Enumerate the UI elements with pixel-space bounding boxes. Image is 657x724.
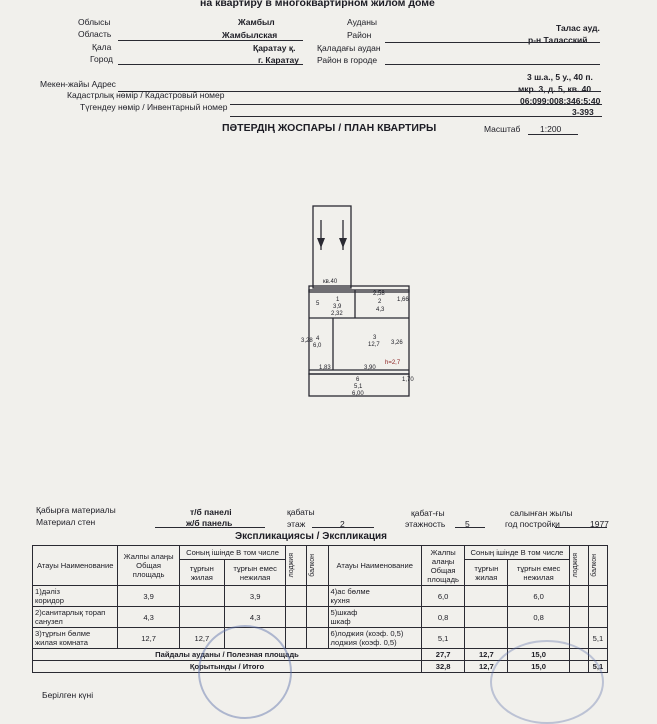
raion-value-ru: р-н Таласский [528,35,588,45]
col-balcony: балкон [307,546,328,586]
given-date-label: Берілген күні [42,690,94,700]
year-label-ru: год постройки [505,519,560,529]
cadastral-label: Кадастрлық нөмір / Кадастровый номер [67,90,225,100]
kala-label: Қала [92,42,112,52]
table-row: 3)тұрғын бөлме жилая комната 12,7 12,7 6)лоджия (коэф. 0,5) лоджия (коэф. 0,5) 5,1 5,1 [33,628,608,649]
col-loggia-2: лоджия [569,546,588,586]
col-nonliving: тұрғын емес нежилая [224,560,285,586]
scale-value: 1:200 [540,124,562,134]
floors-label-kz: қабат-ғы [411,508,445,518]
floor-value: 2 [340,519,345,529]
plan-r4: 4 [316,336,320,342]
explication-title: Экспликациясы / Экспликация [235,531,388,542]
raion-gorod-label: Район в городе [317,55,378,65]
gorod-value: г. Каратау [258,55,299,65]
plan-r1: 1 [336,297,340,303]
plan-r4-area: 6,0 [313,343,322,349]
address-value-kz: 3 ш.а., 5 у., 40 п. [527,72,593,82]
plan-title: ПӘТЕРДІҢ ЖОСПАРЫ / ПЛАН КВАРТИРЫ [222,122,437,134]
plan-r6: 6 [356,377,360,383]
plan-r3: 3 [373,335,377,341]
inventory-value: 3-393 [572,107,594,117]
table-row: 1)дәліз коридор 3,9 3,9 4)ас бөлме кухня 6,0 6,0 [33,586,608,607]
scale-label: Масштаб [484,124,521,134]
oblast-value: Жамбылская [222,30,278,40]
plan-d2: 2,32 [331,311,343,317]
plan-d3: 2,58 [373,291,385,297]
wall-value-kz: т/б панелі [190,507,232,517]
plan-d9: 6,00 [352,391,364,397]
floors-value: 5 [465,519,470,529]
plan-r2-area: 4,3 [376,307,385,313]
year-label-kz: салынған жылы [510,508,573,518]
wall-label-ru: Материал стен [36,517,96,527]
oblys-label: Облысы [78,17,111,27]
useful-row: Пайдалы ауданы / Полезная площадь 27,7 12,7 15,0 [33,649,608,661]
plan-apt: кв.40 [323,279,338,285]
plan-r1-area: 3,9 [333,304,342,310]
inventory-label: Түгендеу нөмір / Инвентарный номер [80,102,228,112]
plan-r2: 2 [378,299,382,305]
col-incl: Соның ішінде В том числе [179,546,286,560]
audany-label: Ауданы [347,17,378,27]
raion-label: Район [347,30,372,40]
col-total-2: Жалпы алаңы Общая площадь [422,546,465,586]
address-label: Мекен-жайы Адрес [40,79,116,89]
plan-d4: 1,66 [397,297,409,303]
col-total: Жалпы алаңы Общая площадь [118,546,179,586]
plan-d10: 1,70 [402,377,414,383]
floor-label-ru: этаж [287,519,306,529]
plan-d5: 3,26 [391,340,403,346]
gorod-label: Город [90,54,113,64]
col-name: Атауы Наименование [33,546,118,586]
col-name-2: Атауы Наименование [328,546,421,586]
col-living-2: тұрғын жилая [465,560,508,586]
cadastral-value: 06:099:008:346:5:40 [520,96,601,106]
table-row: 2)санитарлық торап санузел 4,3 4,3 5)шкаф шкаф 0,8 0,8 [33,607,608,628]
kala-value: Қаратау қ. [253,43,296,53]
col-balcony-2: балкон [588,546,607,586]
document-title: на квартиру в многоквартирном жилом доме [200,0,435,9]
plan-d1: 5 [316,301,320,307]
wall-label-kz: Қабырға материалы [36,505,116,515]
address-value-ru: мкр. 3, д. 5, кв. 40 [518,84,592,94]
plan-r3-area: 12,7 [368,342,380,348]
col-nonliving-2: тұрғын емес нежилая [508,560,569,586]
plan-d8: 3,90 [364,365,376,371]
floor-label-kz: қабаты [287,507,315,517]
raion-value-kz: Талас ауд. [556,23,600,33]
col-loggia: лоджия [286,546,307,586]
floors-label-ru: этажность [405,519,446,529]
plan-r6-area: 5,1 [354,384,363,390]
total-row: Қорытынды / Итого 32,8 12,7 15,0 5,1 [33,661,608,673]
seal-stamp-2 [490,640,604,724]
kaladagy-label: Қаладағы аудан [317,43,381,53]
year-value: 1977 [590,519,609,529]
col-living: тұрғын жилая [179,560,224,586]
wall-value-ru: ж/б панель [186,518,233,528]
col-incl-2: Соның ішінде В том числе [465,546,570,560]
oblast-label: Область [78,29,112,39]
plan-h: h=2,7 [385,360,401,366]
plan-d7: 1,83 [319,365,331,371]
seal-stamp [198,625,292,719]
plan-d6: 3,28 [301,338,313,344]
oblys-value: Жамбыл [238,17,275,27]
